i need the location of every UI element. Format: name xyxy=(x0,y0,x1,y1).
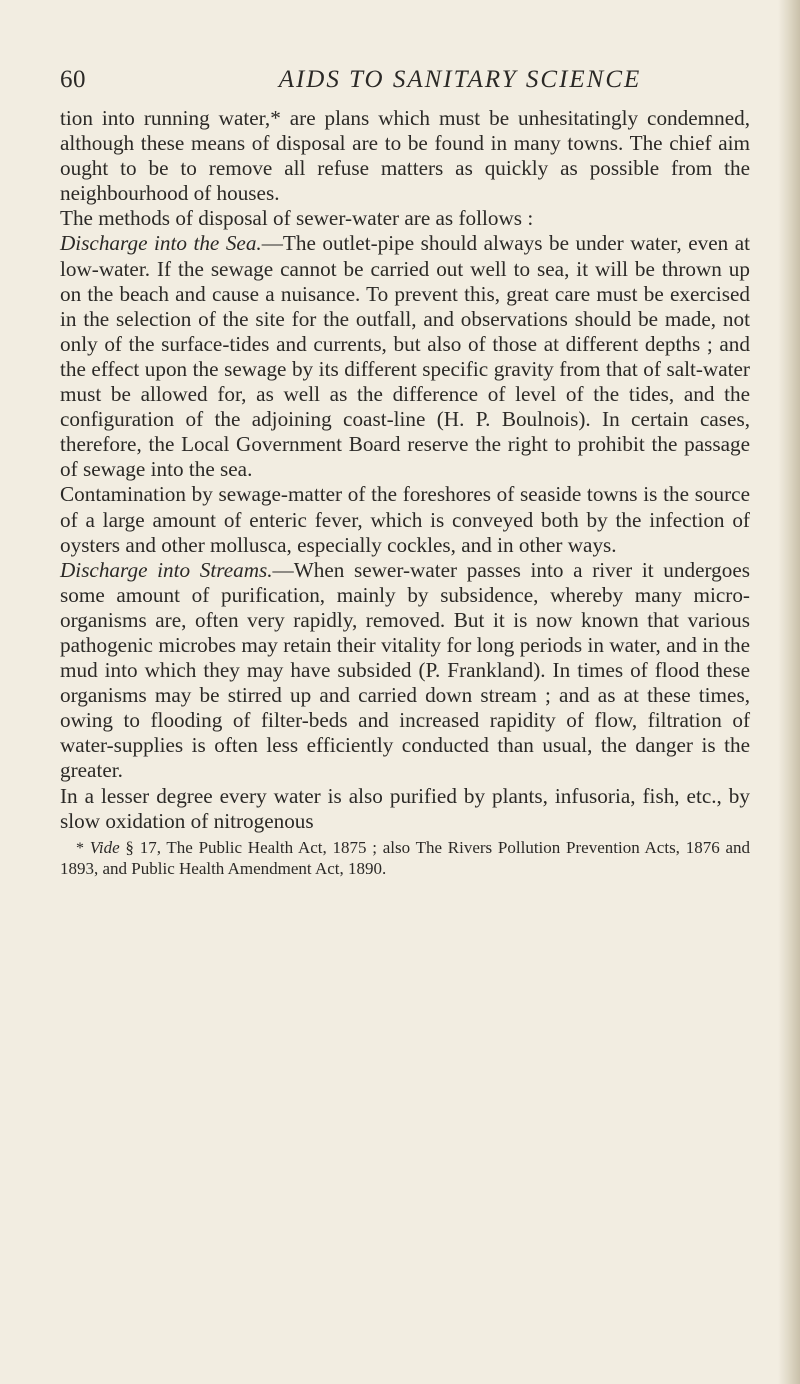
paragraph-purification: In a lesser degree every water is also purified by plants, infusoria, fish, etc., by slow oxidation of nitrogenous xyxy=(60,783,750,833)
footnote-vide: Vide xyxy=(89,837,120,857)
footnote-reference: * xyxy=(270,106,281,130)
paragraph-continuation xyxy=(60,106,750,206)
body-text xyxy=(60,106,750,834)
book-page xyxy=(60,66,750,879)
footnote xyxy=(60,838,750,879)
paragraph-methods-intro: The methods of disposal of sewer-water are as follows : xyxy=(60,206,534,231)
section-heading-sea: Discharge into the Sea. xyxy=(60,231,262,256)
page-number: 60 xyxy=(60,66,86,93)
paragraph-discharge-sea xyxy=(60,231,750,482)
running-head xyxy=(60,66,750,106)
paragraph-discharge-sea-text: —The outlet-pipe should always be under water, even at low-water. If the sewage cannot be carried out well to sea, it will be thrown up on the beach and cause a nuisance. To prevent this, great care must be exercised in the selection of the site for the outfall, and observations should be made, not only of the surface-tides and currents, but also of those at different depths ; and the effect upon the sewage by its different specific gravity from that of salt-water must be allowed for, as well as the difference of level of the tides, and the configuration of the adjoining coast-line (H. P. Boulnois). In certain cases, therefore, the Local Government Board reserve the right to prohibit the passage of sewage into the sea. xyxy=(60,231,750,482)
paragraph-continuation-text-a: tion into running water, xyxy=(60,106,271,130)
footnote-body: § 17, The Public Health Act, 1875 ; also The Rivers Pollution Prevention Acts, 1876 and 1893, and Public Health Amendment Act, 1890. xyxy=(60,837,751,878)
section-heading-streams: Discharge into Streams. xyxy=(60,557,273,582)
running-title: AIDS TO SANITARY SCIENCE xyxy=(278,66,642,93)
footnote-marker: * xyxy=(76,839,84,857)
page-edge-shadow xyxy=(778,0,800,1384)
paragraph-contamination: Contamination by sewage-matter of the foreshores of seaside towns is the source of a large amount of enteric fever, which is conveyed both by the infection of oysters and other mollusca, especially cockles, and in other ways. xyxy=(60,482,750,557)
paragraph-discharge-streams-text: —When sewer-water passes into a river it undergoes some amount of purification, mainly by subsidence, whereby many micro-organisms are, often very rapidly, removed. But it is now known that various pathogenic microbes may retain their vitality for long periods in water, and in the mud into which they may have subsided (P. Frankland). In times of flood these organisms may be stirred up and carried down stream ; and as at these times, owing to flooding of filter-beds and increased rapidity of flow, filtration of water-supplies is often less efficiently conducted than usual, the danger is the greater. xyxy=(60,557,750,783)
paragraph-continuation-text-b: are plans which must be unhesitatingly condemned, although these means of disposal are to be found in many towns. The chief aim ought to be to remove all refuse matters as quickly as possible from the neighbourhood of houses. xyxy=(60,106,750,206)
footnote-text xyxy=(60,838,750,879)
paragraph-discharge-streams xyxy=(60,558,750,784)
